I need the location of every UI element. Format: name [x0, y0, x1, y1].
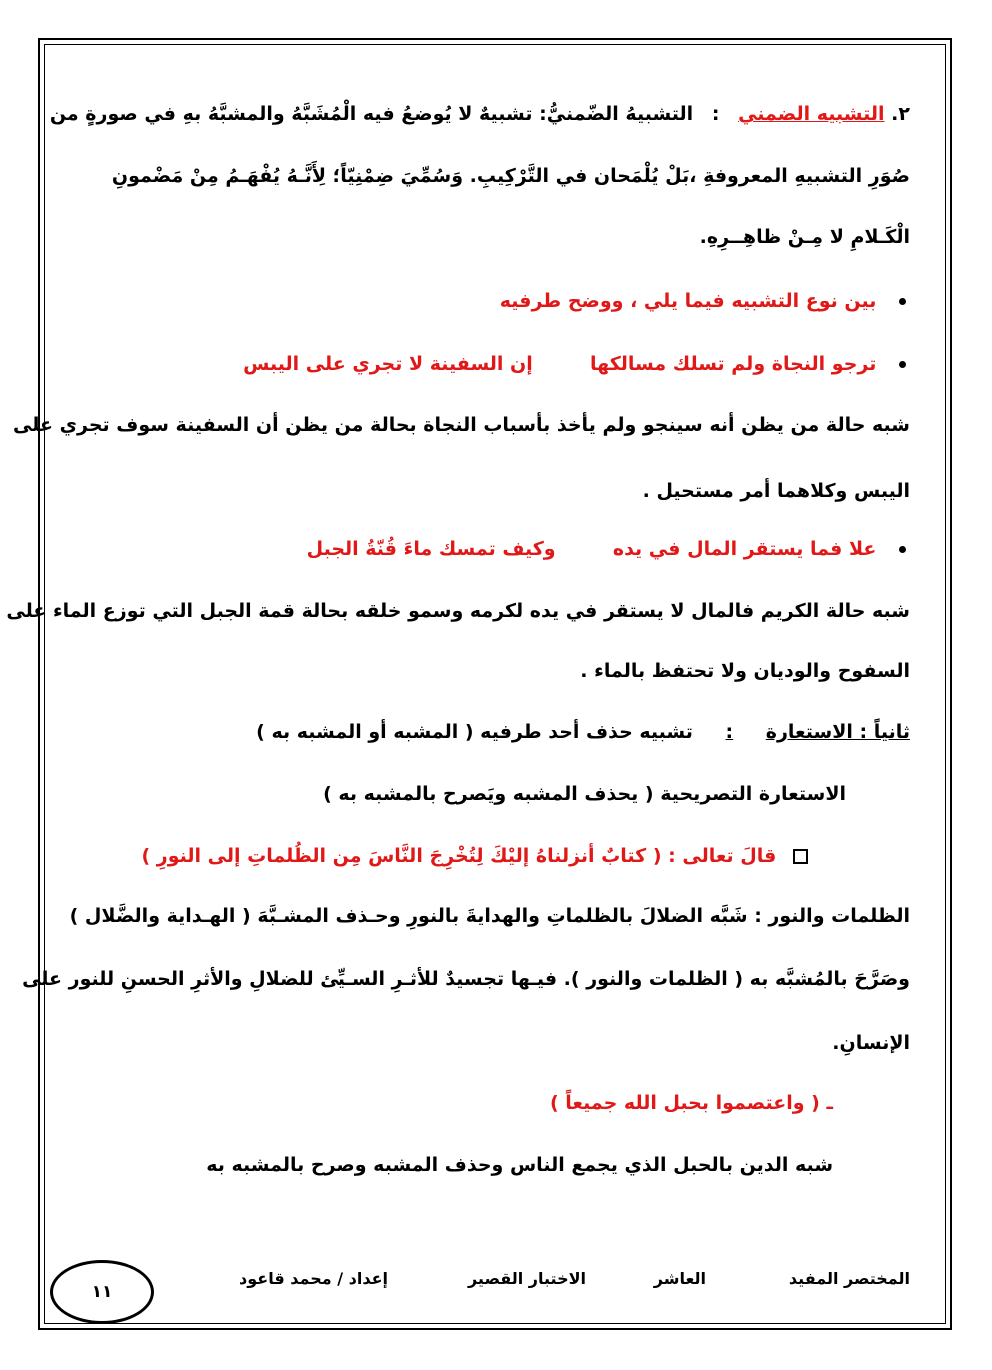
page-number: ١١ [50, 1260, 154, 1324]
example2-answer-text-1: شبه حالة الكريم فالمال لا يستقر في يده لكرمه وسمو خلقه بحالة قمة الجبل التي توزع الماء على [6, 600, 910, 622]
example4-quote: ( واعتصموا بحبل الله جميعاً ) [549, 1092, 820, 1114]
example3-answer-text-1: الظلمات والنور : شَبَّه الضلالَ بالظلماتِ والهدايةَ بالنورِ وحـذف المشـبَّهَ ( الهـداية والضَّلال ) [69, 905, 910, 927]
example3-quote-line [56, 843, 808, 869]
footer-grade: العاشر [653, 1269, 706, 1288]
definition-text-3: الْكَـلامِ لا مِـنْ ظاهِــرِهِ. [699, 226, 910, 248]
example2-verse-left: وكيف تمسك ماءَ قُنّةُ الجبل [306, 538, 556, 560]
example3-answer-line-3 [56, 1030, 910, 1056]
footer-author: إعداد / محمد قاعود [239, 1269, 388, 1288]
example2-answer-text-2: السفوح والوديان ولا تحتفظ بالماء . [580, 660, 910, 682]
istiara-definition-line [56, 719, 910, 745]
example1-verse-right: ترجو النجاة ولم تسلك مسالكها [590, 353, 877, 375]
definition-text-2: صُوَرِ التشبيهِ المعروفةِ ،بَلْ يُلْمَحان في التَّرْكِيبِ. وَسُمِّيَ ضِمْنِيّاً؛ لِأَنَّـهُ يُفْهَـمُ مِنْ مَضْمونِ [111, 165, 910, 187]
example2-verse-right: علا فما يستقر المال في يده [612, 538, 877, 560]
istiara-type-line [56, 781, 846, 807]
example2-answer-line-2 [56, 658, 910, 684]
example1-answer-line-2 [56, 478, 910, 504]
footer-exam: الاختبار القصير [467, 1269, 586, 1288]
checkbox-icon [793, 849, 808, 864]
example3-answer-text-3: الإنسانِ. [832, 1032, 910, 1054]
istiara-type: الاستعارة التصريحية ( يحذف المشبه ويَصرح بالمشبه به ) [323, 783, 846, 805]
tashbih-definition-line-2 [56, 163, 910, 189]
bullet-icon [899, 298, 906, 305]
istiara-definition: تشبيه حذف أحد طرفيه ( المشبه أو المشبه به ) [256, 721, 693, 743]
bullet-icon [899, 546, 906, 553]
title-colon: : [711, 103, 720, 125]
section-title: التشبيه الضمني [738, 103, 885, 125]
instruction-text: بين نوع التشبيه فيما يلي ، ووضح طرفيه [499, 290, 877, 312]
example4-answer-line [56, 1152, 833, 1178]
tashbih-definition-line-3 [56, 224, 910, 250]
example3-quote: قالَ تعالى : ( كتابٌ أنزلناهُ إليْكَ لِتُخْرِجَ النَّاسَ مِن الظُلماتِ إلى النورِ ) [141, 845, 777, 867]
example4-quote-line [56, 1090, 833, 1116]
section-number: ٢. [891, 103, 910, 125]
example2-answer-line-1 [6, 598, 910, 624]
example1-answer-text-1: شبه حالة من يظن أنه سينجو ولم يأخذ بأسباب النجاة بحالة من يظن أن السفينة سوف تجري على [13, 414, 910, 436]
example1-answer-text-2: اليبس وكلاهما أمر مستحيل . [642, 480, 910, 502]
example4-dash: ـ [826, 1092, 833, 1114]
tashbih-definition-line-1 [49, 101, 910, 127]
footer-book-title: المختصر المفيد [788, 1269, 910, 1288]
example1-verse-left: إن السفينة لا تجري على اليبس [243, 353, 533, 375]
example1-verse [56, 351, 910, 377]
example2-verse [56, 536, 910, 562]
istiara-colon: : [725, 721, 734, 743]
example3-answer-line-1 [56, 903, 910, 929]
example3-answer-line-2 [22, 966, 910, 992]
bullet-icon [899, 361, 906, 368]
example4-answer: شبه الدين بالحبل الذي يجمع الناس وحذف المشبه وصرح بالمشبه به [206, 1154, 833, 1176]
instruction-line [56, 288, 910, 314]
definition-text-1: التشبيهُ الضّمنيُّ: تشبيهٌ لا يُوضعُ فيه الْمُشَبَّهُ والمشبَّهُ بهِ في صورةٍ من [49, 103, 694, 125]
example1-answer-line-1 [13, 412, 910, 438]
istiara-heading: ثانياً : الاستعارة [765, 721, 910, 743]
example3-answer-text-2: وصَرَّحَ بالمُشبَّه به ( الظلمات والنور ). فيـها تجسيدٌ للأثـرِ السـيِّئ للضلالِ والأثرِ الحسنِ للنور على [22, 968, 910, 990]
